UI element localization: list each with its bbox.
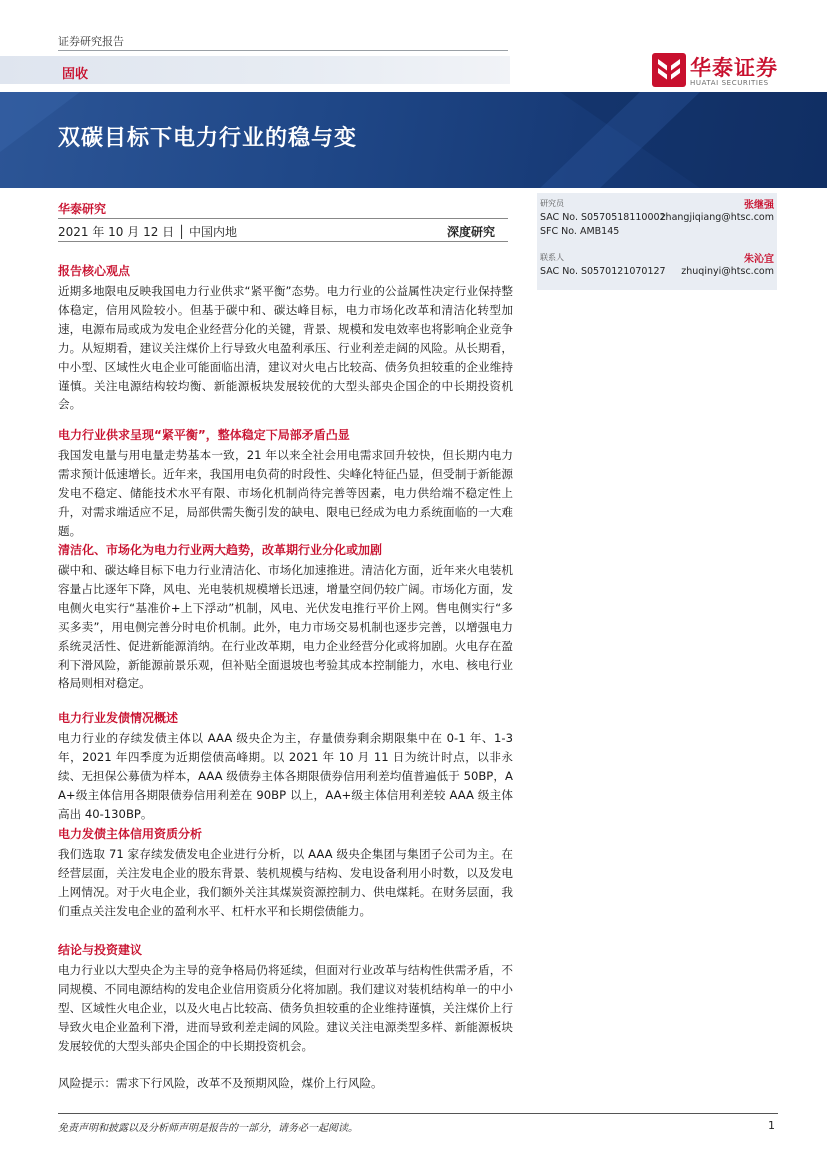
section-supply-demand	[58, 426, 513, 541]
section-heading: 电力行业发债情况概述	[58, 711, 179, 725]
contact-role: 联系人	[540, 253, 564, 262]
meta-rule-bottom	[58, 241, 508, 242]
analyst-sfc: SFC No. AMB145	[540, 226, 620, 237]
analyst-name: 张继强	[744, 200, 774, 211]
huatai-logo-icon	[652, 53, 686, 87]
risk-note	[58, 1074, 513, 1093]
meta-rule-top	[58, 218, 508, 219]
analyst-role: 研究员	[540, 199, 564, 208]
contact-name: 朱沁宜	[744, 254, 774, 265]
section-core-view	[58, 262, 513, 414]
section-body: 近期多地限电反映我国电力行业供求“紧平衡”态势。电力行业的公益属性决定行业保持整体稳定，信用风险较小。但基于碳中和、碳达峰目标，电力市场化改革和清洁化转型加速，电源布局或成为发电企业经营分化的关键，背景、规模和发电效率也将影响企业竞争力。从短期看，建议关注煤价上行导致火电盈利承压、行业利差走阔的风险。从长期看，中小型、区域性火电企业可能面临出清，建议对火电占比较高、债务负担较重的企业维持谨慎。关注电源结构较均衡、新能源板块发展较优的大型头部央企国企的中长期投资机会。	[58, 284, 513, 412]
header-rule	[58, 50, 508, 51]
section-body: 我国发电量与用电量走势基本一致，21 年以来全社会用电需求回升较快，但长期内电力需求预计低速增长。近年来，我国用电负荷的时段性、尖峰化特征凸显，但受制于新能源发电不稳定、储能技术水平有限、市场化机制尚待完善等因素，电力供给端不稳定性上升，对需求端适应不足，局部供需失衡引发的缺电、限电已经成为电力系统面临的一大难题。	[58, 448, 513, 538]
section-trends	[58, 541, 513, 693]
section-body: 电力行业以大型央企为主导的竞争格局仍将延续，但面对行业改革与结构性供需矛盾，不同规模、不同电源结构的发电企业信用资质分化将加剧。我们建议对装机结构单一的中小型、区域性火电企业，以及火电占比较高、债务负担较重的企业维持谨慎，关注煤价上行导致火电企业盈利下滑，进而导致利差走阔的风险。建议关注电源类型多样、新能源板块发展较优的大型头部央企国企的中长期投资机会。	[58, 963, 513, 1053]
report-title: 双碳目标下电力行业的稳与变	[58, 126, 358, 151]
page-number: 1	[768, 1119, 775, 1132]
analyst-box	[537, 193, 777, 290]
section-bond-overview	[58, 709, 513, 824]
report-date: 2021 年 10 月 12 日 │ 中国内地	[58, 225, 238, 239]
section-heading: 结论与投资建议	[58, 943, 143, 957]
section-heading: 清洁化、市场化为电力行业两大趋势，改革期行业分化或加剧	[58, 543, 383, 557]
logo-text: 华泰证券	[690, 56, 778, 80]
section-body: 碳中和、碳达峰目标下电力行业清洁化、市场化加速推进。清洁化方面，近年来火电装机容量占比逐年下降，风电、光电装机规模增长迅速，增量空间仍较广阔。市场化方面，发电侧火电实行“基准价+上下浮动”机制，风电、光伏发电推行平价上网。售电侧实行“多买多卖”，用电侧完善分时电价机制。此外，电力市场交易机制也逐步完善，以增强电力系统灵活性、促进新能源消纳。在行业改革期，电力企业经营分化或将加剧。火电存在盈利下滑风险，新能源前景乐观，但补贴全面退坡也考验其成本控制能力，水电、核电行业格局则相对稳定。	[58, 563, 513, 691]
analyst-email[interactable]: zhangjiqiang@htsc.com	[660, 212, 774, 223]
section-body: 我们选取 71 家存续发债发电企业进行分析，以 AAA 级央企集团与集团子公司为主。在经营层面，关注发电企业的股东背景、装机规模与结构、发电设备利用小时数，以及发电上网情况。对于火电企业，我们额外关注其煤炭资源控制力、供电煤耗。在财务层面，我们重点关注发电企业的盈利水平、杠杆水平和长期偿债能力。	[58, 847, 513, 918]
section-heading: 报告核心观点	[58, 264, 131, 278]
risk-text: 风险提示：需求下行风险，改革不及预期风险，煤价上行风险。	[58, 1076, 383, 1090]
section-body: 电力行业的存续发债主体以 AAA 级央企为主，存量债券剩余期限集中在 0-1 年、1-3 年，2021 年四季度为近期偿债高峰期。以 2021 年 10 月 11 日为统计时点，以非永续、无担保公募债为样本，AAA 级债券主体各期限债券信用利差均值普遍低于 50BP，AA+级主体信用各期限债券信用利差在 90BP 以上，AA+级主体信用利差较 AAA 级主体高出 40-130BP。	[58, 731, 513, 821]
contact-sac: SAC No. S0570121070127	[540, 266, 666, 277]
section-conclusion	[58, 941, 513, 1056]
footer-disclaimer[interactable]: 免责声明和披露以及分析师声明是报告的一部分，请务必一起阅读。	[58, 1123, 358, 1134]
category-label: 固收	[62, 67, 89, 82]
footer-rule	[58, 1113, 778, 1114]
section-heading: 电力行业供求呈现“紧平衡”，整体稳定下局部矛盾凸显	[58, 428, 350, 442]
section-credit-analysis	[58, 825, 513, 921]
section-heading: 电力发债主体信用资质分析	[58, 827, 203, 841]
org-name: 华泰研究	[58, 202, 107, 216]
report-kind: 深度研究	[447, 225, 496, 239]
contact-email[interactable]: zhuqinyi@htsc.com	[681, 266, 774, 277]
doc-type-label: 证券研究报告	[58, 35, 124, 48]
analyst-sac: SAC No. S0570518110002	[540, 212, 666, 223]
logo-subtext: HUATAI SECURITIES	[690, 79, 769, 87]
